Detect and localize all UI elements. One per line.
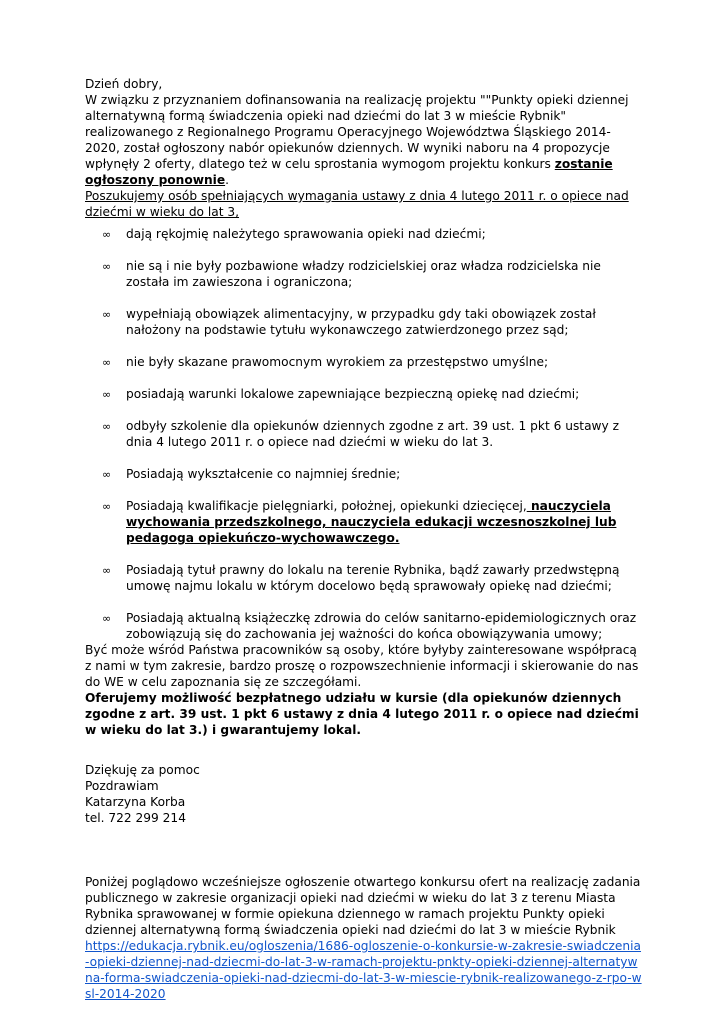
list-item-text: odbyły szkolenie dla opiekunów dziennych zgodne z art. 39 ust. 1 pkt 6 ustawy z dnia 4 lutego 2011 r. o opiece nad dziećmi w wieku do lat 3. bbox=[126, 419, 619, 449]
signature-thanks: Dziękuję za pomoc bbox=[85, 763, 200, 777]
list-item bbox=[85, 258, 645, 290]
infinity-bullet-icon: ∞ bbox=[102, 612, 112, 625]
list-item-text: Posiadają tytuł prawny do lokalu na terenie Rybnika, bądź zawarły przedwstępną umowę najmu lokalu w którym docelowo będą sprawowały opiekę nad dziećmi; bbox=[126, 563, 620, 593]
signature-name: Katarzyna Korba bbox=[85, 795, 186, 809]
list-item bbox=[85, 498, 645, 546]
infinity-bullet-icon: ∞ bbox=[102, 468, 112, 481]
list-item-text: Posiadają kwalifikacje pielęgniarki, położnej, opiekunki dziecięcej, bbox=[126, 499, 527, 513]
list-item bbox=[85, 386, 645, 402]
list-item bbox=[85, 306, 645, 338]
list-item bbox=[85, 354, 645, 370]
list-item bbox=[85, 610, 645, 642]
infinity-bullet-icon: ∞ bbox=[102, 500, 112, 513]
bottom-paragraph: Poniżej poglądowo wcześniejsze ogłoszenie otwartego konkursu ofert na realizację zadania publicznego w zakresie organizacji opieki nad dziećmi w wieku do lat 3 z terenu Miasta Rybnika sprawowanej w formie opiekuna dziennego w ramach projektu Punkty opieki dziennej alternatywną formą świadczenia opieki nad dziećmi do lat 3 w mieście Rybnik bbox=[85, 875, 641, 937]
requirements-heading: Poszukujemy osób spełniających wymagania ustawy z dnia 4 lutego 2011 r. o opiece nad dziećmi w wieku do lat 3, bbox=[85, 189, 629, 219]
list-item bbox=[85, 226, 645, 242]
signature-regards: Pozdrawiam bbox=[85, 779, 159, 793]
list-item-text: nie są i nie były pozbawione władzy rodzicielskiej oraz władza rodzicielska nie została im zawieszona i ograniczona; bbox=[126, 259, 601, 289]
infinity-bullet-icon: ∞ bbox=[102, 388, 112, 401]
list-item-text: dają rękojmię należytego sprawowania opieki nad dziećmi; bbox=[126, 227, 486, 241]
offer-paragraph: Oferujemy możliwość bezpłatnego udziału w kursie (dla opiekunów dziennych zgodne z art. 39 ust. 1 pkt 6 ustawy z dnia 4 lutego 2011 r. o opiece nad dziećmi w wieku do lat 3.) i gwarantujemy lokal. bbox=[85, 691, 639, 737]
bottom-section bbox=[85, 874, 645, 1002]
intro-text: W związku z przyznaniem dofinansowania na realizację projektu ""Punkty opieki dziennej alternatywną formą świadczenia opieki nad dziećmi do lat 3 w mieście Rybnik" realizowanego z Regionalnego Programu Operacyjnego Województwa Śląskiego 2014-2020, został ogłoszony nabór opiekunów dziennych. W wyniki naboru na 4 propozycje wpłynęły 2 oferty, dlatego też w celu sprostania wymogom projektu konkurs bbox=[85, 93, 629, 171]
infinity-bullet-icon: ∞ bbox=[102, 420, 112, 433]
intro-end: . bbox=[225, 173, 229, 187]
document-page bbox=[85, 76, 645, 1002]
list-item bbox=[85, 562, 645, 594]
infinity-bullet-icon: ∞ bbox=[102, 356, 112, 369]
list-item-emphasis: nauczyciela wychowania przedszkolnego, nauczyciela edukacji wczesnoszkolnej lub pedagoga opiekuńczo-wychowawczego. bbox=[126, 499, 617, 545]
maybe-paragraph: Być może wśród Państwa pracowników są osoby, które byłyby zainteresowane współpracą z nami w tym zakresie, bardzo proszę o rozpowszechnienie informacji i skierowanie do nas do WE w celu zapoznania się ze szczegółami. bbox=[85, 643, 639, 689]
signature-phone: tel. 722 299 214 bbox=[85, 811, 186, 825]
intro-emphasis: zostanie ogłoszony ponownie bbox=[85, 157, 613, 187]
signature-block bbox=[85, 762, 645, 826]
list-item-text: posiadają warunki lokalowe zapewniające bezpieczną opiekę nad dziećmi; bbox=[126, 387, 580, 401]
requirements-list bbox=[85, 226, 645, 642]
infinity-bullet-icon: ∞ bbox=[102, 308, 112, 321]
list-item bbox=[85, 466, 645, 482]
list-item-text: Posiadają wykształcenie co najmniej średnie; bbox=[126, 467, 401, 481]
infinity-bullet-icon: ∞ bbox=[102, 228, 112, 241]
list-item-text: nie były skazane prawomocnym wyrokiem za przestępstwo umyślne; bbox=[126, 355, 549, 369]
intro-paragraph bbox=[85, 92, 645, 188]
infinity-bullet-icon: ∞ bbox=[102, 564, 112, 577]
list-item-text: wypełniają obowiązek alimentacyjny, w przypadku gdy taki obowiązek został nałożony na podstawie tytułu wykonawczego zatwierdzonego przez sąd; bbox=[126, 307, 596, 337]
list-item bbox=[85, 418, 645, 450]
list-item-text: Posiadają aktualną książeczkę zdrowia do celów sanitarno-epidemiologicznych oraz zobowiązują się do zachowania jej ważności do końca obowiązywania umowy; bbox=[126, 611, 637, 641]
announcement-link[interactable]: https://edukacja.rybnik.eu/ogloszenia/1686-ogloszenie-o-konkursie-w-zakresie-swiadczenia-opieki-dziennej-nad-dziecmi-do-lat-3-w-ramach-projektu-pnkty-opieki-dziennej-alternatywna-forma-swiadczenia-opieki-nad-dziecmi-do-lat-3-w-miescie-rybnik-realizowanego-z-rpo-wsl-2014-2020 bbox=[85, 939, 642, 1001]
greeting: Dzień dobry, bbox=[85, 77, 163, 91]
infinity-bullet-icon: ∞ bbox=[102, 260, 112, 273]
